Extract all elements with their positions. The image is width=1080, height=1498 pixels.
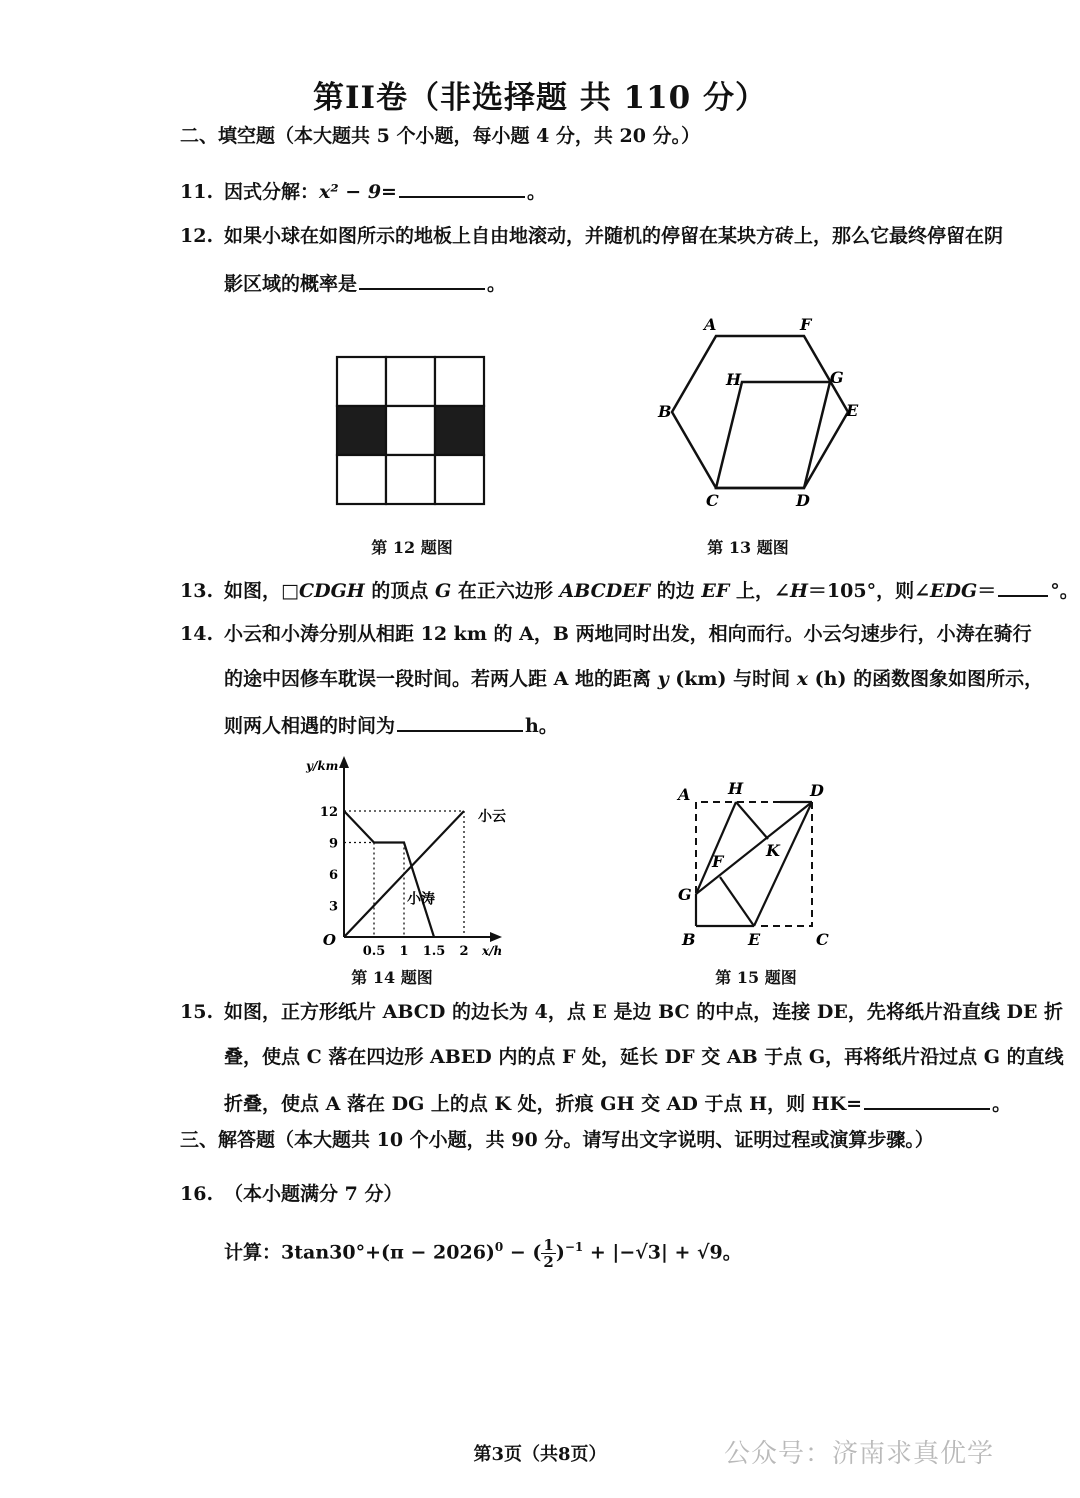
tile: [386, 406, 435, 455]
question-14-line-1: [180, 620, 1050, 648]
section-2-heading: 二、填空题（本大题共 5 个小题，每小题 4 分，共 20 分。）: [180, 125, 701, 147]
segment-FE: [720, 877, 754, 926]
question-12-line-2: [224, 268, 1050, 298]
figure-12-caption: 第 12 题图: [371, 538, 453, 557]
q16-points: （本小题满分 7 分）: [224, 1183, 403, 1205]
y-tick-label: 6: [328, 868, 338, 883]
question-number: 16.: [180, 1183, 214, 1205]
vertex-label-A: A: [678, 785, 691, 804]
q13-angle-H: H: [789, 580, 808, 602]
q14-text: (km) 与时间: [668, 668, 797, 690]
y-axis-arrow: [339, 756, 349, 768]
q16-term: ): [555, 1241, 565, 1264]
section-3-heading: 三、解答题（本大题共 10 个小题，共 90 分。请写出文字说明、证明过程或演算步骤。）: [180, 1129, 934, 1151]
segment-GH: [696, 802, 736, 894]
vertex-label-G: G: [830, 368, 844, 387]
tile: [337, 357, 386, 406]
question-15-line-1: [180, 998, 1064, 1026]
vertex-label-A: A: [704, 315, 717, 334]
figure-15-folded-square: [670, 772, 840, 952]
q16-term: 3tan30°+(π − 2026): [281, 1241, 495, 1264]
watermark: 公众号：济南求真优学: [724, 1439, 995, 1469]
x-tick-label: 0.5: [362, 944, 386, 959]
x-tick-label: 2: [459, 944, 469, 959]
question-number: 15.: [180, 1001, 214, 1023]
q14-unit: h。: [525, 715, 558, 737]
question-12-line-1: [180, 222, 1050, 250]
q16-end: 。: [722, 1241, 742, 1264]
y-tick-label: 12: [319, 805, 338, 820]
question-13: [180, 575, 1079, 605]
question-11: [180, 176, 1050, 206]
q13-text: ＝105°，则∠: [807, 580, 930, 602]
answer-blank[interactable]: [864, 1088, 990, 1110]
q15-text: 如图，正方形纸片 ABCD 的边长为 4，点 E 是边 BC 的中点，连接 DE，先将纸片沿直线 DE 折: [224, 1001, 1064, 1023]
q15-text: 叠，使点 C 落在四边形 ABED 内的点 F 处，延长 DF 交 AB 于点 G，再将纸片沿过点 G 的直线: [224, 1046, 1064, 1068]
q13-side-EF: EF: [701, 580, 730, 602]
q13-text: 的顶点: [364, 580, 435, 602]
figure-12-tile-grid: [330, 350, 490, 515]
x-axis-arrow: [490, 932, 502, 942]
question-number: 12.: [180, 225, 214, 247]
q11-label: 因式分解：: [224, 181, 320, 203]
q16-exponent: −1: [564, 1240, 584, 1254]
q16-fraction-denominator: 2: [543, 1252, 554, 1271]
q16-exponent: 0: [494, 1240, 504, 1254]
q16-term: − (: [503, 1241, 542, 1264]
question-15-line-3: [224, 1088, 1050, 1118]
origin-label: O: [322, 931, 336, 949]
q16-term: + |−√3| + √9: [583, 1241, 723, 1264]
y-tick-label: 3: [328, 899, 338, 915]
tile: [386, 357, 435, 406]
series-line: [344, 811, 434, 937]
tile-grid: [337, 357, 484, 504]
figure-14-distance-time-graph: [300, 750, 520, 959]
question-number: 11.: [180, 181, 214, 203]
figure-13-hexagon: [650, 310, 870, 515]
question-16-expression: [224, 1230, 1050, 1270]
q14-var-x: x: [796, 668, 809, 690]
vertex-label-G: G: [678, 885, 692, 904]
q14-text: 的途中因修车耽误一段时间。若两人距 A 地的距离: [224, 668, 658, 690]
q15-end: 。: [992, 1093, 1012, 1115]
shaded-tile: [435, 406, 484, 455]
page-footer: 第3页（共8页）: [473, 1444, 607, 1465]
x-tick-label: 1.5: [422, 944, 446, 959]
vertex-label-F: F: [712, 852, 724, 871]
q13-unit: °: [1050, 580, 1060, 602]
y-tick-label: 9: [328, 836, 338, 852]
q11-end: 。: [526, 181, 546, 203]
segment-HK: [736, 802, 768, 839]
question-14-line-3: [224, 710, 1050, 740]
q12-text: 如果小球在如图所示的地板上自由地滚动，并随机的停留在某块方砖上，那么它最终停留在阴: [224, 225, 1004, 247]
tile: [337, 455, 386, 504]
vertex-label-E: E: [748, 930, 761, 949]
question-number: 13.: [180, 580, 214, 602]
figure-14-caption: 第 14 题图: [351, 968, 433, 987]
q12-text: 影区域的概率是: [224, 273, 358, 295]
vertex-label-D: D: [796, 491, 810, 510]
vertex-label-D: D: [810, 781, 824, 800]
q15-text: 折叠，使点 A 落在 DG 上的点 K 处，折痕 GH 交 AD 于点 H，则 HK=: [224, 1093, 863, 1115]
q13-end: 。: [1059, 580, 1079, 602]
answer-blank[interactable]: [359, 268, 485, 290]
q16-fraction: [541, 1237, 555, 1270]
figure-15-caption: 第 15 题图: [715, 968, 797, 987]
q13-shape-name: □CDGH: [281, 580, 365, 602]
vertex-label-F: F: [800, 315, 812, 334]
page-title: 第II卷（非选择题 共 110 分）: [312, 80, 768, 116]
q13-point-G: G: [434, 580, 452, 602]
figure-13-caption: 第 13 题图: [707, 538, 789, 557]
q13-text: 在正六边形: [451, 580, 560, 602]
tile: [435, 357, 484, 406]
vertex-label-E: E: [846, 401, 859, 420]
tile: [386, 455, 435, 504]
x-axis-label: x/h: [482, 944, 503, 958]
q14-text: (h) 的函数图象如图所示，: [808, 668, 1044, 690]
q13-text: 上，∠: [729, 580, 790, 602]
answer-blank[interactable]: [998, 575, 1048, 597]
y-axis-label: y/km: [306, 759, 339, 773]
segment-GD: [696, 802, 812, 894]
question-number: 14.: [180, 623, 214, 645]
vertex-label-C: C: [706, 491, 719, 510]
q13-text: 的边: [650, 580, 702, 602]
q13-hexagon-name: ABCDEF: [559, 580, 651, 602]
question-16-header: [180, 1180, 1050, 1208]
q13-text: ＝: [977, 580, 997, 602]
q16-label: 计算：: [224, 1241, 282, 1264]
q14-text: 则两人相遇的时间为: [224, 715, 396, 737]
vertex-label-B: B: [682, 930, 696, 949]
q14-text: 小云和小涛分别从相距 12 km 的 A，B 两地同时出发，相向而行。小云匀速步行，小涛在骑行: [224, 623, 1032, 645]
answer-blank[interactable]: [397, 710, 523, 732]
question-15-line-2: [224, 1043, 1064, 1071]
segment-ED: [754, 802, 812, 926]
q14-var-y: y: [657, 668, 669, 690]
tile: [435, 455, 484, 504]
q13-text: 如图，: [224, 580, 282, 602]
vertex-label-H: H: [728, 779, 744, 798]
q12-end: 。: [487, 273, 507, 295]
q11-expression: x² − 9=: [319, 181, 397, 203]
shaded-tile: [337, 406, 386, 455]
question-14-line-2: [224, 665, 1050, 693]
series-label: 小涛: [407, 891, 435, 908]
q16-fraction-numerator: 1: [543, 1235, 554, 1254]
q13-angle-EDG: EDG: [930, 580, 978, 602]
answer-blank[interactable]: [399, 176, 525, 198]
vertex-label-H: H: [726, 370, 742, 389]
series-label: 小云: [478, 809, 506, 825]
x-tick-label: 1: [399, 944, 409, 959]
vertex-label-C: C: [816, 930, 829, 949]
vertex-label-K: K: [766, 841, 780, 860]
vertex-label-B: B: [658, 402, 672, 421]
